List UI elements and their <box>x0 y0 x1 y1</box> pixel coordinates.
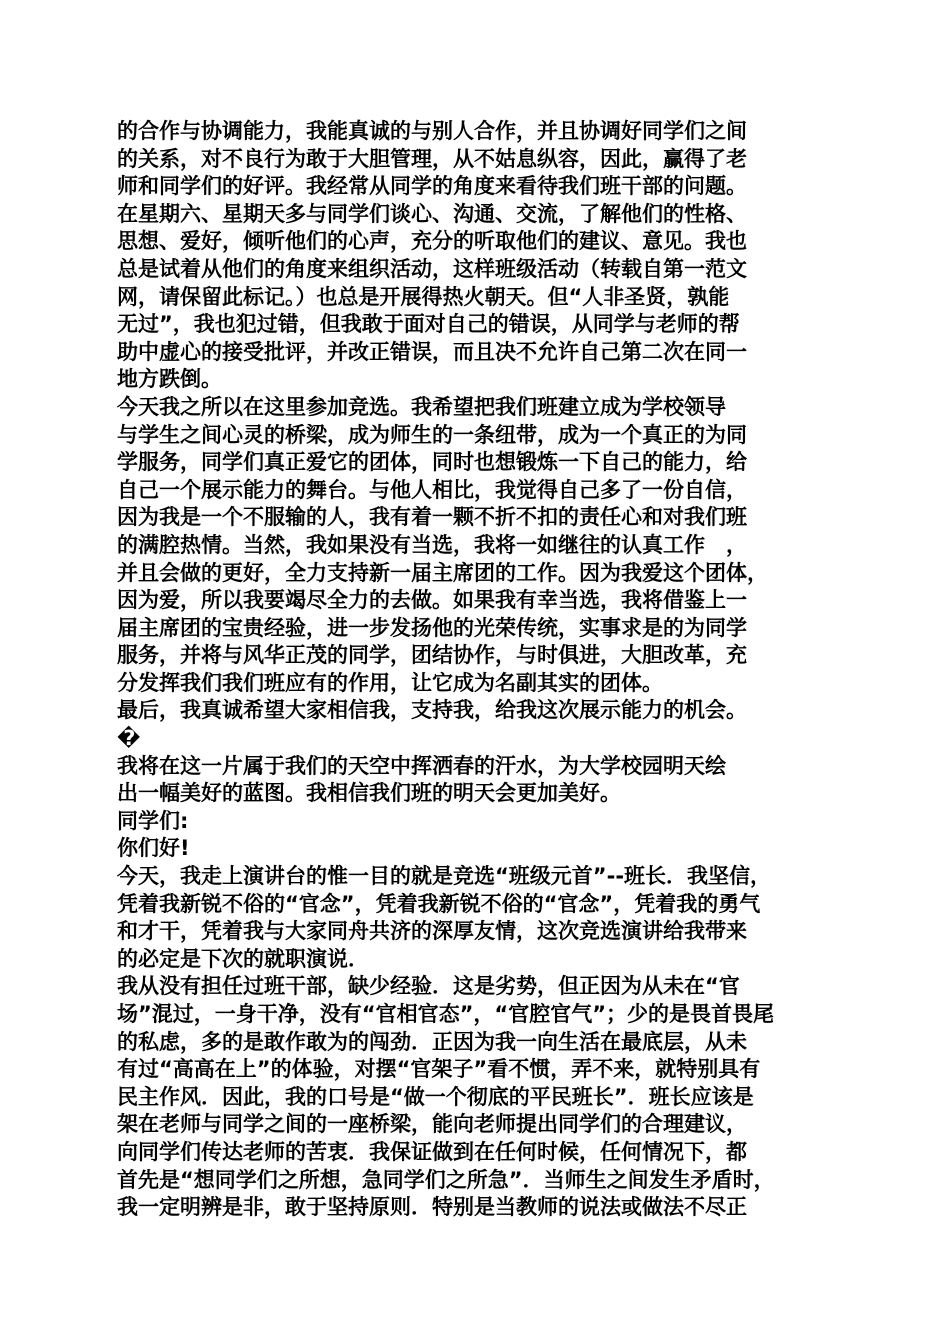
text-line: 有过“高高在上”的体验，对摆“官架子”看不惯，弄不来，就特别具有 <box>117 1057 761 1082</box>
text-line: 最后，我真诚希望大家相信我，支持我，给我这次展示能力的机会。 <box>117 698 747 723</box>
text-line: 学服务，同学们真正爱它的团体，同时也想锻炼一下自己的能力，给 <box>117 450 747 475</box>
text-line: 今天我之所以在这里参加竞选。我希望把我们班建立成为学校领导 <box>117 394 726 419</box>
text-line: 总是试着从他们的角度来组织活动，这样班级活动（转载自第一范文 <box>117 256 747 281</box>
text-line: 首先是“想同学们之所想，急同学们之所急”．当师生之间发生矛盾时， <box>117 1167 775 1192</box>
text-line: 服务，并将与风华正茂的同学，团结协作，与时俱进，大胆改革，充 <box>117 643 747 668</box>
text-line: 分发挥我们我们班应有的作用，让它成为名副其实的团体。 <box>117 670 663 695</box>
text-line: 的必定是下次的就职演说． <box>117 946 369 971</box>
text-line: 并且会做的更好，全力支持新一届主席团的工作。因为我爱这个团体， <box>117 560 768 585</box>
text-line: 无过”，我也犯过错，但我敢于面对自己的错误，从同学与老师的帮 <box>117 312 740 337</box>
text-line: 师和同学们的好评。我经常从同学的角度来看待我们班干部的问题。 <box>117 174 747 199</box>
text-line: 因为爱，所以我要竭尽全力的去做。如果我有幸当选，我将借鉴上一 <box>117 588 747 613</box>
text-line: 场”混过，一身干净，没有“官相官态”，“官腔官气”；少的是畏首畏尾 <box>117 1002 775 1026</box>
text-line: 出一幅美好的蓝图。我相信我们班的明天会更加美好。 <box>117 781 621 806</box>
text-line: 我将在这一片属于我们的天空中挥洒春的汗水，为大学校园明天绘 <box>117 753 726 778</box>
text-line: 今天，我走上演讲台的惟一目的就是竞选“班级元首”--班长．我坚信， <box>117 864 772 889</box>
text-line: 地方跌倒。 <box>117 367 222 392</box>
text-line: 你们好! <box>117 836 190 861</box>
text-line: 和才干，凭着我与大家同舟共济的深厚友情，这次竞选演讲给我带来 <box>117 919 747 944</box>
text-line: 的合作与协调能力，我能真诚的与别人合作，并且协调好同学们之间 <box>117 119 747 143</box>
text-line: 凭着我新锐不俗的“官念”，凭着我新锐不俗的“官念”，凭着我的勇气 <box>117 891 761 916</box>
text-line: 同学们: <box>117 808 189 833</box>
text-line: 网，请保留此标记。）也总是开展得热火朝天。但“人非圣贤，孰能 <box>117 284 730 309</box>
text-line: 自己一个展示能力的舞台。与他人相比，我觉得自己多了一份自信， <box>117 477 747 502</box>
text-line: 届主席团的宝贵经验，进一步发扬他的光荣传统，实事求是的为同学 <box>117 615 747 640</box>
text-line: 架在老师与同学之间的一座桥梁，能向老师提出同学们的合理建议， <box>117 1112 747 1137</box>
text-line: 我一定明辨是非，敢于坚持原则．特别是当教师的说法或做法不尽正 <box>117 1195 747 1220</box>
text-line: 我从没有担任过班干部，缺少经验．这是劣势，但正因为从未在“官 <box>117 974 740 999</box>
text-line: 因为我是一个不服输的人，我有着一颗不折不扣的责任心和对我们班 <box>117 505 747 530</box>
document-body <box>117 118 837 1222</box>
text-line: 助中虚心的接受批评，并改正错误，而且决不允许自己第二次在同一 <box>117 339 747 364</box>
text-line: 的私虑，多的是敢作敢为的闯劲．正因为我一向生活在最底层，从未 <box>117 1029 747 1054</box>
text-line: � <box>117 726 141 751</box>
text-line: 向同学们传达老师的苦衷．我保证做到在任何时候，任何情况下，都 <box>117 1139 747 1164</box>
text-line: 民主作风．因此，我的口号是“做一个彻底的平民班长”．班长应该是 <box>117 1084 754 1109</box>
text-line: 在星期六、星期天多与同学们谈心、沟通、交流，了解他们的性格、 <box>117 201 747 226</box>
text-line: 思想、爱好，倾听他们的心声，充分的听取他们的建议、意见。我也 <box>117 229 747 254</box>
text-line: 的关系，对不良行为敢于大胆管理，从不姑息纵容，因此，赢得了老 <box>117 146 747 171</box>
text-line: 的满腔热情。当然，我如果没有当选，我将一如继往的认真工作 ， <box>117 532 747 557</box>
text-line: 与学生之间心灵的桥梁，成为师生的一条纽带，成为一个真正的为同 <box>117 422 747 447</box>
